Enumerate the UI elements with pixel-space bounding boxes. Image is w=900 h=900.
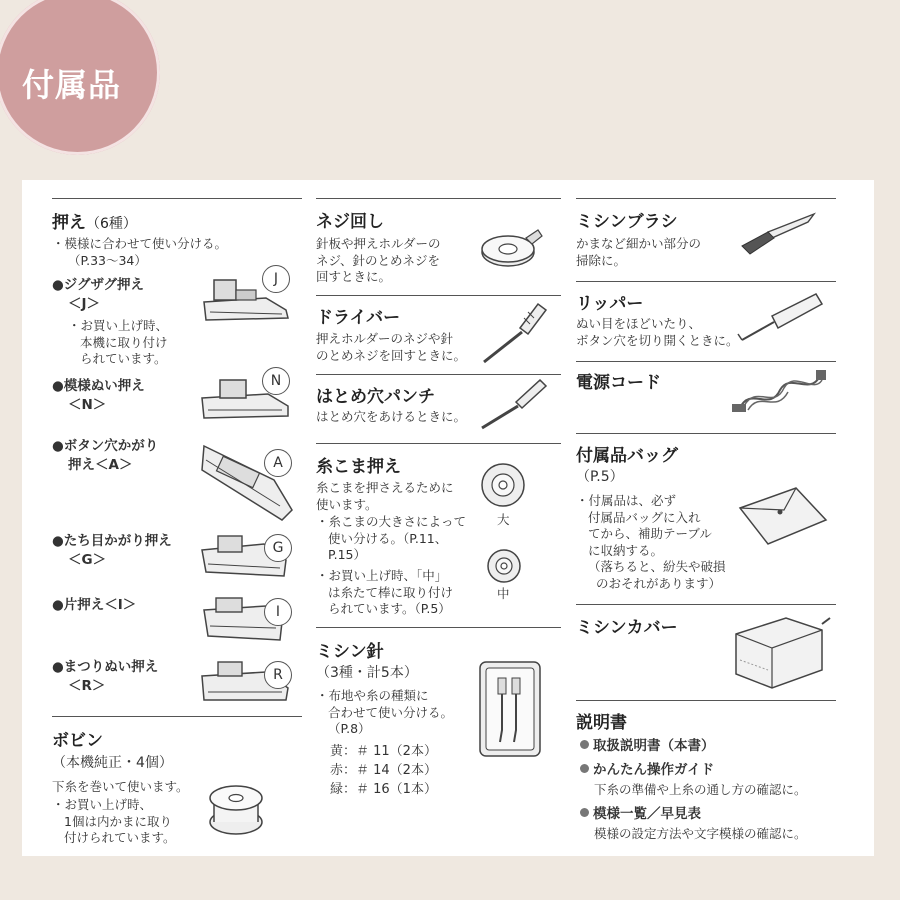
label-i: I bbox=[264, 598, 292, 626]
divider bbox=[52, 198, 302, 199]
label-g: G bbox=[264, 534, 292, 562]
label-a: A bbox=[264, 449, 292, 477]
spool-cap-heading: 糸こま押え bbox=[316, 457, 401, 477]
power-cord-heading: 電源コード bbox=[576, 373, 661, 393]
machine-cover-icon bbox=[726, 604, 836, 690]
divider bbox=[316, 198, 561, 199]
machine-cover-heading: ミシンカバー bbox=[576, 618, 678, 638]
bag-note: ・付属品は、必ず 付属品バッグに入れ てから、補助テーブル に収納する。 （落ちると、紛失や破損 のおそれがあります） bbox=[576, 493, 726, 591]
driver-icon bbox=[476, 300, 548, 370]
manual-heading: 説明書 bbox=[576, 713, 627, 733]
bobbin-sub: （本機純正・4個） bbox=[52, 755, 173, 771]
divider bbox=[576, 433, 836, 434]
needle-red: 赤：＃ 14（2本） bbox=[330, 763, 437, 778]
screw-tool-desc: 針板や押えホルダーの ネジ、針のとめネジを 回すときに。 bbox=[316, 236, 441, 284]
divider bbox=[52, 716, 302, 717]
presser-feet-note: ・模様に合わせて使い分ける。 （P.33〜34） bbox=[52, 236, 228, 268]
driver-desc: 押えホルダーのネジや針 のとめネジを回すときに。 bbox=[316, 331, 467, 363]
spool-cap-large-icon bbox=[480, 462, 526, 508]
bullet-icon bbox=[580, 808, 589, 817]
spool-cap-note2: ・お買い上げ時、「中」 は糸たて棒に取り付け られています。（P.5） bbox=[316, 568, 454, 616]
foot-zipper-label: ●片押え＜I＞ bbox=[52, 597, 137, 613]
spool-cap-desc: 糸こまを押さえるために 使います。 bbox=[316, 480, 454, 512]
spool-cap-medium-icon bbox=[486, 548, 522, 584]
power-cord-icon bbox=[730, 366, 830, 418]
bobbin-icon bbox=[206, 782, 266, 838]
driver-heading: ドライバー bbox=[316, 308, 401, 328]
manual-item-quick-guide: かんたん操作ガイド bbox=[580, 761, 714, 780]
label-r: R bbox=[264, 661, 292, 689]
punch-desc: はとめ穴をあけるときに。 bbox=[316, 409, 467, 424]
bobbin-heading: ボビン bbox=[52, 731, 103, 751]
label-n: N bbox=[262, 367, 290, 395]
screw-tool-heading: ネジ回し bbox=[316, 212, 384, 232]
needle-heading: ミシン針 bbox=[316, 642, 384, 662]
brush-heading: ミシンブラシ bbox=[576, 212, 678, 232]
foot-blindstitch-label: ●まつりぬい押え ＜R＞ bbox=[52, 659, 159, 694]
foot-overcast-label: ●たち目かがり押え ＜G＞ bbox=[52, 533, 172, 568]
brush-icon bbox=[738, 210, 818, 260]
manual-item-pattern-list: 模様一覧／早見表 bbox=[580, 805, 701, 824]
needle-green: 緑：＃ 16（1本） bbox=[330, 782, 437, 797]
ripper-desc: ぬい目をほどいたり、 ボタン穴を切り開くときに。 bbox=[576, 316, 739, 348]
divider bbox=[576, 361, 836, 362]
needle-sub: （3種・計5本） bbox=[316, 665, 418, 681]
spool-cap-medium-label: 中 bbox=[497, 586, 510, 601]
divider bbox=[316, 374, 561, 375]
manual-item-quick-guide-desc: 下糸の準備や上糸の通し方の確認に。 bbox=[594, 782, 807, 797]
divider bbox=[316, 627, 561, 628]
manual-item-main: 取扱説明書（本書） bbox=[580, 737, 715, 756]
bag-sub: （P.5） bbox=[576, 469, 624, 485]
bobbin-desc: 下糸を巻いて使います。 bbox=[52, 779, 189, 794]
divider bbox=[576, 198, 836, 199]
spool-cap-note1: ・糸こまの大きさによって 使い分ける。（P.11、 P.15） bbox=[316, 514, 467, 562]
foot-buttonhole-label: ●ボタン穴かがり 押え＜A＞ bbox=[52, 438, 159, 473]
punch-icon bbox=[476, 376, 548, 436]
divider bbox=[316, 295, 561, 296]
presser-feet-heading: 押え（6種） bbox=[52, 213, 137, 233]
disc-screwdriver-icon bbox=[478, 224, 548, 270]
divider bbox=[316, 443, 561, 444]
foot-zigzag-label: ●ジグザグ押え ＜J＞ bbox=[52, 277, 144, 312]
punch-heading: はとめ穴パンチ bbox=[316, 387, 435, 407]
needle-list bbox=[330, 742, 437, 799]
needle-case-icon bbox=[478, 660, 544, 760]
divider bbox=[576, 281, 836, 282]
spool-cap-large-label: 大 bbox=[497, 512, 510, 527]
bobbin-note: ・お買い上げ時、 1個は内かまに取り 付けられています。 bbox=[52, 797, 176, 845]
bullet-icon bbox=[580, 764, 589, 773]
manual-item-pattern-list-desc: 模様の設定方法や文字模様の確認に。 bbox=[594, 826, 807, 841]
needle-yellow: 黄：＃ 11（2本） bbox=[330, 744, 437, 759]
needle-note: ・布地や糸の種類に 合わせて使い分ける。 （P.8） bbox=[316, 688, 454, 736]
bullet-icon bbox=[580, 740, 589, 749]
brush-desc: かまなど細かい部分の 掃除に。 bbox=[576, 236, 702, 268]
label-j: J bbox=[262, 265, 290, 293]
foot-pattern-label: ●模様ぬい押え ＜N＞ bbox=[52, 378, 145, 413]
accessory-bag-icon bbox=[736, 484, 830, 550]
divider bbox=[576, 700, 836, 701]
ripper-heading: リッパー bbox=[576, 294, 644, 314]
section-title: 付属品 bbox=[22, 66, 122, 104]
foot-zigzag-note: ・お買い上げ時、 本機に取り付け られています。 bbox=[68, 318, 169, 366]
seam-ripper-icon bbox=[736, 290, 826, 346]
bag-heading: 付属品バッグ bbox=[576, 446, 678, 466]
